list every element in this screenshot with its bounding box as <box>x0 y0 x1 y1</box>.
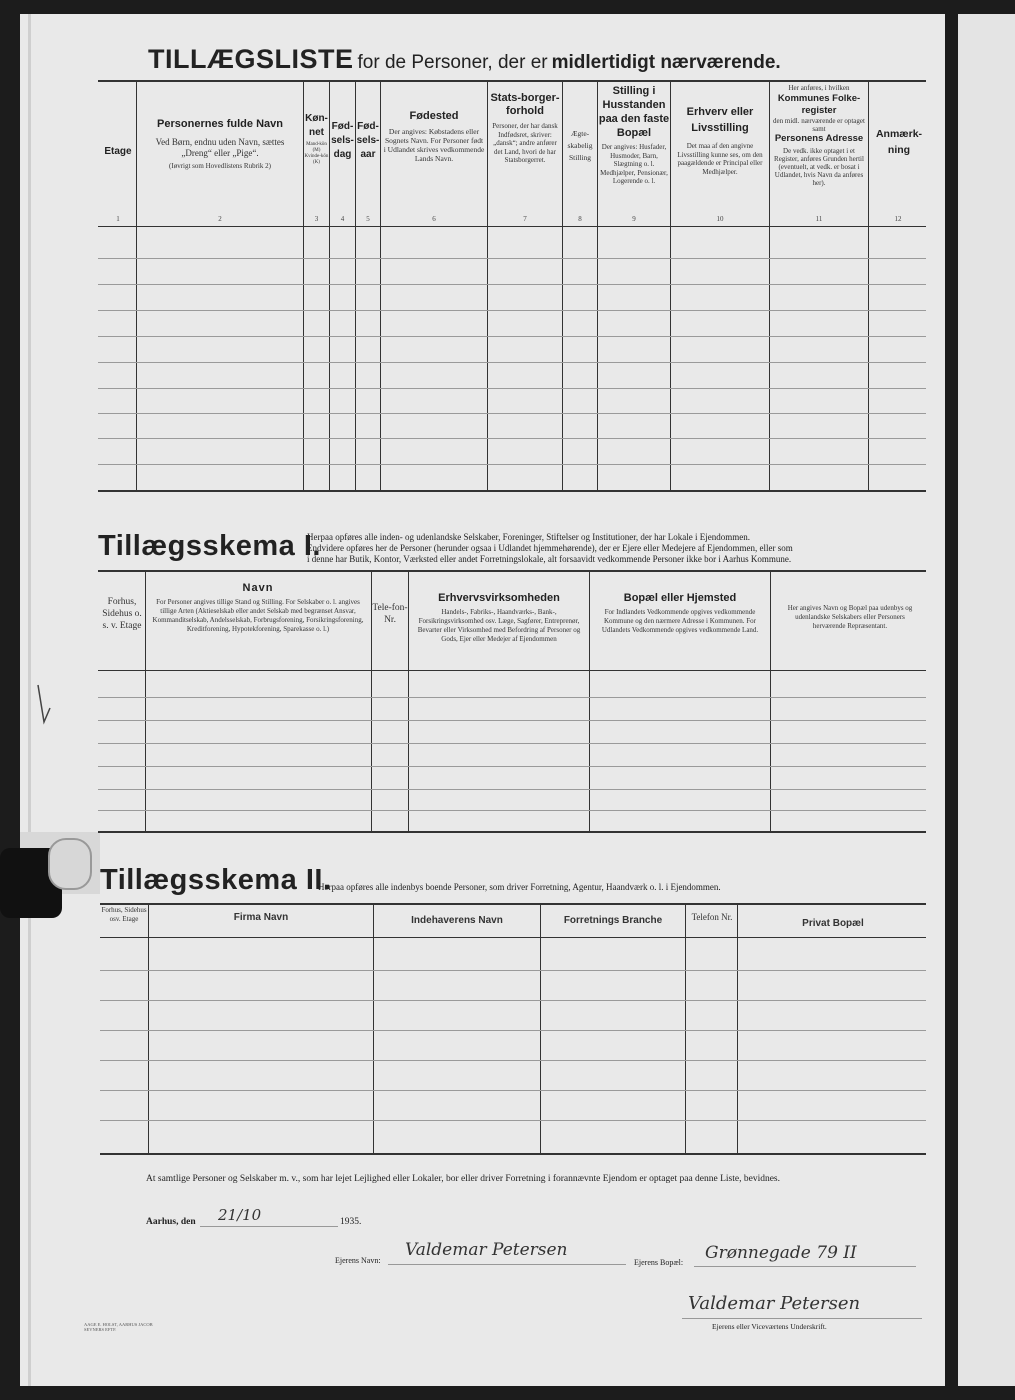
table-row-line <box>100 1030 926 1031</box>
main-table-header-bottom <box>98 226 926 227</box>
col-sep <box>148 903 149 1154</box>
col-sep <box>670 80 671 491</box>
s1-header-name: Navn For Personer angives tillige Stand og Stilling. For Selskaber o. l. angives tillige Arten (Aktieselskab eller andet Selskab med begrænset Ansvar, Kommanditselskab, Andelsselskab, Forbrugsforening, Forsikringsforening, Kreditforening, Hypotekforening, Sparekasse o. l.) <box>152 582 364 633</box>
certification-statement: At samtlige Personer og Selskaber m. v., som har lejet Lejlighed eller Lokaler, bor eller driver Forretning i forannævnte Ejendom er optaget paa denne Liste, bevidnes. <box>146 1174 780 1184</box>
col-sep <box>487 80 488 491</box>
table-row-line <box>98 388 926 389</box>
col-header-birthplace: Fødested Der angives: Købstadens eller Sognets Navn. For Personer født i Udlandet skrives vedkommende Lands Navn. <box>383 110 485 163</box>
col-sep <box>408 570 409 832</box>
col-num: 10 <box>716 215 724 223</box>
owner-name-handwritten: Valdemar Petersen <box>405 1240 568 1260</box>
owner-name-line <box>388 1264 626 1265</box>
main-title <box>148 44 781 75</box>
table-row-line <box>98 766 926 767</box>
table-row-line <box>100 1000 926 1001</box>
signature-label: Ejerens eller Viceværtens Underskrift. <box>712 1322 827 1331</box>
col-sep <box>737 903 738 1154</box>
col-num: 12 <box>894 215 902 223</box>
col-header-occupation: Erhverv eller Livsstilling Det maa af den angivne Livsstilling kunne ses, om den paagældende er Principal eller Medhjælper. <box>677 106 763 176</box>
col-header-citizenship: Stats-borger-forhold Personer, der har dansk Indfødsret, skriver: „dansk“; andre anfører det Land, hvori de har Statsborgerret. <box>490 92 560 164</box>
s2-header-etage: Forhus, Sidehus osv. Etage <box>101 906 147 923</box>
col-sep <box>540 903 541 1154</box>
col-header-name: Personernes fulde Navn Ved Børn, endnu uden Navn, sættes „Dreng“ eller „Pige“. (Iøvrigt som Hovedlistens Rubrik 2) <box>155 118 285 170</box>
col-header-register: Her anføres, i hvilken Kommunes Folke-register den midl. nærværende er optaget samt Personens Adresse De vedk. ikke optaget i et Register, anføres Grunden hertil (eventuelt, at vedk. er bosat i Udlandet, hvis Navn da anføres her). <box>773 84 865 187</box>
next-page-edge <box>958 14 1015 1386</box>
check-mark-icon <box>34 680 54 730</box>
signature-handwritten: Valdemar Petersen <box>688 1293 861 1314</box>
s2-header-branch: Forretnings Branche <box>563 915 663 926</box>
main-title-part1: for de Personer, der er <box>357 52 548 73</box>
s1-header-representative: Her angives Navn og Bopæl paa udenbys og udenlandske Selskabers eller Personers herværende Repræsentant. <box>787 604 913 630</box>
s1-header-business: Erhvervsvirksomheden Handels-, Fabriks-, Haandværks-, Bank-, Forsikringsvirksomhed osv. Læge, Sagfører, Entreprenør, Bevarter eller Virksomhed med Befordring af Personer og Gods, Ejer eller Medejer af Ejendommen <box>417 592 581 643</box>
schema2-bottom <box>100 1153 926 1155</box>
col-num: 11 <box>815 215 823 223</box>
col-num: 7 <box>523 215 527 223</box>
s1-header-residence: Bopæl eller Hjemsted For Indlandets Vedkommende opgives vedkommende Kommune og den nærmere Adresse i Kommunen. For Udlandets Vedkommende opgives vedkommende Land. <box>601 592 759 634</box>
s2-header-phone: Telefon Nr. <box>691 912 733 922</box>
col-sep <box>136 80 137 491</box>
owner-address-line <box>694 1266 916 1267</box>
date-handwritten: 21/10 <box>218 1206 262 1224</box>
schema2-description: Herpaa opføres alle indenbys boende Personer, som driver Forretning, Agentur, Haandværk o. l. i Ejendommen. <box>318 882 721 892</box>
table-row-line <box>100 1120 926 1121</box>
table-row-line <box>98 697 926 698</box>
s2-header-owner: Indehaverens Navn <box>411 915 503 926</box>
col-num: 8 <box>578 215 582 223</box>
col-sep <box>589 570 590 832</box>
table-row-line <box>98 438 926 439</box>
owner-address-label: Ejerens Bopæl: <box>634 1258 684 1267</box>
table-row-line <box>98 310 926 311</box>
table-row-line <box>98 413 926 414</box>
table-row-line <box>98 789 926 790</box>
place-date-label: Aarhus, den <box>146 1217 196 1227</box>
table-row-line <box>98 810 926 811</box>
s2-header-private-address: Privat Bopæl <box>802 918 864 929</box>
clip-head-icon <box>48 838 92 890</box>
col-header-etage: Etage <box>104 146 132 157</box>
col-header-sex: Køn-net Mand-kön (M) Kvinde-kön (K) <box>304 113 329 165</box>
owner-address-handwritten: Grønnegade 79 II <box>705 1243 857 1263</box>
table-row-line <box>100 1090 926 1091</box>
col-num: 5 <box>366 215 370 223</box>
table-row-line <box>98 464 926 465</box>
table-row-line <box>98 258 926 259</box>
col-sep <box>380 80 381 491</box>
schema1-top <box>98 570 926 572</box>
table-row-line <box>100 1060 926 1061</box>
col-num: 3 <box>314 215 319 223</box>
schema2-header-bottom <box>100 937 926 938</box>
table-row-line <box>98 720 926 721</box>
s2-header-firm: Firma Navn <box>233 912 289 923</box>
main-table-top <box>98 80 926 82</box>
col-header-remarks: Anmærk-ning <box>875 128 923 156</box>
col-header-household: Stilling i Husstanden paa den faste Bopæl Der angives: Husfader, Husmoder, Barn, Slægtning o. l. Medhjælper, Pensionær, Logerende o. l. <box>598 85 670 185</box>
schema2-title: Tillægsskema II. <box>100 864 332 896</box>
signature-line <box>682 1318 922 1319</box>
table-row-line <box>100 970 926 971</box>
s1-header-phone: Tele-fon-Nr. <box>372 603 408 625</box>
schema2-top <box>100 903 926 905</box>
main-title-bold: TILLÆGSLISTE <box>148 44 354 74</box>
table-row-line <box>98 743 926 744</box>
schema1-header-bottom <box>98 670 926 671</box>
main-table-bottom <box>98 490 926 492</box>
col-num: 1 <box>116 215 120 223</box>
table-row-line <box>98 336 926 337</box>
page-fold <box>28 14 31 1386</box>
col-sep <box>685 903 686 1154</box>
col-header-birthday: Fød-sels-dag <box>331 121 354 160</box>
table-row-line <box>98 362 926 363</box>
schema1-title: Tillægsskema I. <box>98 530 321 562</box>
date-line <box>200 1226 338 1227</box>
col-sep <box>770 570 771 832</box>
schema1-bottom <box>98 831 926 833</box>
col-sep <box>769 80 770 491</box>
col-header-birthyear: Fød-sels-aar <box>356 121 380 160</box>
col-header-marital: Ægte-skabelig Stilling <box>567 129 593 162</box>
col-sep <box>145 570 146 832</box>
col-num: 9 <box>632 215 636 223</box>
col-num: 2 <box>218 215 222 223</box>
owner-name-label: Ejerens Navn: <box>335 1256 381 1265</box>
main-title-part2: midlertidigt nærværende. <box>551 52 781 73</box>
col-num: 4 <box>340 215 345 223</box>
year: 1935. <box>340 1217 362 1227</box>
table-row-line <box>98 284 926 285</box>
col-num: 6 <box>432 215 436 223</box>
col-sep <box>373 903 374 1154</box>
printer-imprint: AAGE E. HOLST, AARHUS JACOB SEVNERS EFTF. <box>84 1322 153 1332</box>
col-sep <box>868 80 869 491</box>
s1-header-etage: Forhus, Sidehus o. s. v. Etage <box>102 597 142 631</box>
schema1-description: Herpaa opføres alle inden- og udenlandske Selskaber, Foreninger, Stiftelser og Institutioner, der har Lokale i Ejendommen. Endvidere opføres her de Personer (herunder ogsaa i Udlandet hjemmehørende), der er Ejere eller Medejere af Ejendommen, eller som i denne har Butik, Kontor, Værksted eller andet Forretningslokale, alt forsaavidt vedkommende Personer ikke bor i Aarhus Kommune. <box>307 532 793 564</box>
